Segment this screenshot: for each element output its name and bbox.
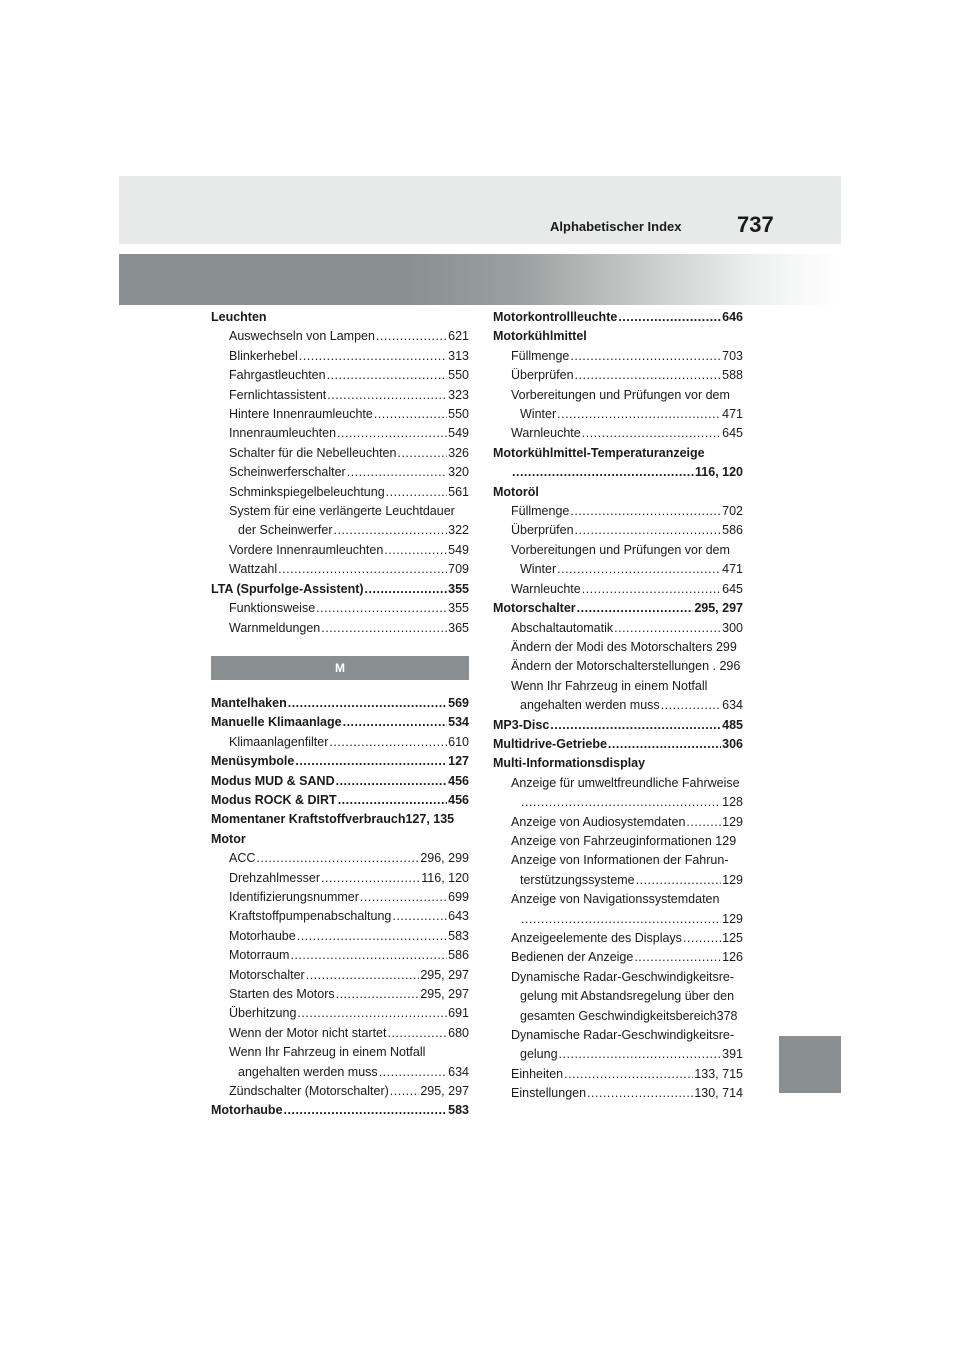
index-entry — [211, 946, 469, 965]
leader-dots — [634, 948, 721, 967]
index-text-line: gelung mit Abstandsregelung über den — [520, 989, 735, 1004]
leader-dots — [575, 521, 722, 540]
entry-label: der Scheinwerfer — [238, 523, 333, 538]
leader-dots — [564, 1065, 693, 1084]
entry-label: Fahrgastleuchten — [229, 368, 326, 383]
entry-label: Motorschalter — [229, 967, 305, 982]
entry-label: angehalten werden muss — [238, 1064, 378, 1079]
entry-label: Überprüfen — [511, 523, 574, 538]
leader-dots — [521, 910, 721, 929]
leader-dots — [288, 694, 447, 713]
index-text-line: Anzeige von Fahrzeuginformationen 129 — [511, 833, 737, 848]
leader-dots — [365, 580, 448, 599]
leader-dots — [384, 541, 447, 560]
entry-page: 534 — [448, 715, 469, 730]
leader-dots — [618, 308, 721, 327]
entry-page: 709 — [448, 562, 469, 577]
entry-label: Drehzahlmesser — [229, 870, 321, 885]
entry-label: terstützungssysteme — [520, 872, 635, 887]
index-entry — [211, 791, 469, 810]
index-entry — [211, 347, 469, 366]
leader-dots — [256, 849, 419, 868]
entry-page: 320 — [448, 465, 469, 480]
index-text-line: Anzeige von Informationen der Fahrun- — [511, 853, 729, 868]
index-heading: Leuchten — [211, 310, 267, 324]
page-number: 737 — [737, 212, 774, 237]
leader-dots — [521, 793, 721, 812]
entry-page: 691 — [448, 1006, 469, 1021]
index-entry — [493, 910, 743, 929]
leader-dots — [559, 1045, 722, 1064]
index-text-line: Anzeige für umweltfreundliche Fahrweise — [511, 775, 740, 790]
leader-dots — [376, 327, 447, 346]
entry-page: 646 — [722, 310, 743, 324]
index-entry — [493, 366, 743, 385]
index-text-line: Dynamische Radar-Geschwindigkeitsre- — [511, 969, 734, 984]
entry-label: Warnleuchte — [511, 426, 581, 441]
index-entry — [211, 733, 469, 752]
index-heading: Motorkühlmittel — [493, 329, 587, 344]
index-entry — [211, 888, 469, 907]
index-text-line: Anzeige von Navigationssystemdaten — [511, 892, 720, 907]
entry-label: Warnleuchte — [511, 581, 581, 596]
leader-dots — [290, 946, 447, 965]
entry-label: gelung — [520, 1047, 558, 1062]
entry-label: Fernlichtassistent — [229, 387, 327, 402]
entry-page: 583 — [448, 928, 469, 943]
index-entry — [211, 694, 469, 713]
index-entry — [493, 521, 743, 540]
entry-label: Motorraum — [229, 948, 290, 963]
index-entry — [211, 619, 469, 638]
entry-label: Multidrive-Getriebe — [493, 736, 607, 751]
index-heading: Motorkühlmittel-Temperaturanzeige — [493, 445, 705, 460]
leader-dots — [321, 869, 420, 888]
leader-dots — [587, 1084, 693, 1103]
index-entry — [493, 1084, 743, 1103]
index-entry — [493, 1045, 743, 1064]
entry-label: Füllmenge — [511, 504, 570, 519]
entry-label: Bedienen der Anzeige — [511, 950, 634, 965]
entry-page: 391 — [722, 1047, 743, 1062]
entry-page: 586 — [448, 948, 469, 963]
entry-page: 300 — [722, 620, 743, 635]
entry-label: Motorhaube — [229, 928, 296, 943]
entry-label: Mantelhaken — [211, 695, 287, 710]
chapter-tab — [779, 1036, 841, 1093]
entry-page: 306 — [722, 736, 743, 751]
entry-page: 471 — [722, 562, 743, 577]
entry-page: 634 — [722, 698, 743, 713]
entry-label: Modus MUD & SAND — [211, 773, 335, 788]
leader-dots — [327, 366, 448, 385]
index-entry — [493, 716, 743, 735]
index-entry — [211, 713, 469, 732]
index-entry — [211, 386, 469, 405]
entry-label: Schminkspiegelbeleuchtung — [229, 484, 385, 499]
entry-page: 588 — [722, 368, 743, 383]
index-entry — [211, 1101, 469, 1120]
index-entry — [493, 619, 743, 638]
index-entry — [493, 871, 743, 890]
entry-page: 295, 297 — [420, 967, 469, 982]
entry-page: 129 — [722, 872, 743, 887]
decorative-gradient-bar — [119, 254, 841, 305]
index-entry — [493, 948, 743, 967]
entry-page: 549 — [448, 542, 469, 557]
entry-page: 549 — [448, 426, 469, 441]
leader-dots — [392, 907, 447, 926]
index-text-line: Ändern der Modi des Motorschalters 299 — [511, 639, 737, 654]
leader-dots — [284, 1101, 448, 1120]
index-entry — [493, 502, 743, 521]
index-entry — [211, 521, 469, 540]
index-entry — [211, 927, 469, 946]
leader-dots — [278, 560, 447, 579]
index-entry — [211, 483, 469, 502]
entry-page: 550 — [448, 407, 469, 422]
index-entry — [211, 405, 469, 424]
index-heading: Motoröl — [493, 484, 539, 499]
entry-page: 295, 297 — [420, 1084, 469, 1099]
entry-label: Einheiten — [511, 1066, 564, 1081]
index-entry — [493, 308, 743, 327]
entry-page: 295, 297 — [694, 601, 743, 616]
leader-dots — [295, 752, 447, 771]
entry-page: 128 — [722, 795, 743, 810]
entry-label: Kraftstoffpumpenabschaltung — [229, 909, 392, 924]
index-column-right — [493, 308, 743, 1104]
index-entry — [493, 813, 743, 832]
leader-dots — [557, 405, 721, 424]
leader-dots — [336, 772, 448, 791]
page-title: Alphabetischer Index — [550, 219, 682, 234]
entry-page: 485 — [722, 717, 743, 732]
leader-dots — [570, 502, 721, 521]
entry-label: Warnmeldungen — [229, 620, 321, 635]
entry-page: 127 — [448, 754, 469, 769]
entry-label: Auswechseln von Lampen — [229, 329, 375, 344]
entry-page: 703 — [722, 348, 743, 363]
leader-dots — [512, 463, 694, 482]
index-entry — [493, 424, 743, 443]
index-text-line: Wenn Ihr Fahrzeug in einem Notfall — [511, 678, 708, 693]
entry-page: 355 — [448, 601, 469, 616]
entry-page: 133, 715 — [694, 1066, 743, 1081]
entry-label: Abschaltautomatik — [511, 620, 614, 635]
index-entry — [493, 1065, 743, 1084]
leader-dots — [550, 716, 721, 735]
entry-label: angehalten werden muss — [520, 698, 660, 713]
leader-dots — [360, 888, 447, 907]
section-letter-bar: M — [211, 656, 469, 680]
leader-dots — [336, 985, 420, 1004]
leader-dots — [329, 733, 447, 752]
entry-label: Starten des Motors — [229, 987, 335, 1001]
leader-dots — [379, 1063, 447, 1082]
entry-page: 645 — [722, 426, 743, 441]
index-entry — [211, 424, 469, 443]
leader-dots — [297, 1004, 447, 1023]
entry-page: 129 — [722, 911, 743, 926]
index-entry — [493, 463, 743, 482]
index-text-line: System für eine verlängerte Leuchtdauer — [229, 504, 455, 519]
entry-label: Winter — [520, 407, 557, 422]
index-entry — [493, 696, 743, 715]
index-entry — [211, 444, 469, 463]
index-entry — [493, 580, 743, 599]
index-entry — [211, 1004, 469, 1023]
entry-page: 634 — [448, 1064, 469, 1079]
index-entry — [211, 463, 469, 482]
leader-dots — [686, 813, 721, 832]
leader-dots — [306, 966, 420, 985]
entry-label: Schalter für die Nebelleuchten — [229, 445, 397, 460]
leader-dots — [577, 599, 694, 618]
leader-dots — [636, 871, 722, 890]
entry-page: 116, 120 — [421, 870, 469, 885]
index-text-line: gesamten Geschwindigkeitsbereich378 — [520, 1008, 738, 1023]
entry-page: 702 — [722, 504, 743, 519]
entry-label: Überprüfen — [511, 368, 574, 383]
index-entry — [211, 1082, 469, 1101]
entry-label: Anzeige von Audiosystemdaten — [511, 814, 686, 829]
entry-page: 645 — [722, 581, 743, 596]
entry-page: 680 — [448, 1025, 469, 1040]
entry-label: Identifizierungsnummer — [229, 889, 359, 904]
leader-dots — [570, 347, 721, 366]
entry-label: Scheinwerferschalter — [229, 465, 346, 480]
entry-page: 550 — [448, 368, 469, 383]
entry-page: 365 — [448, 620, 469, 635]
entry-page: 583 — [448, 1103, 469, 1118]
index-text-line: Momentaner Kraftstoffverbrauch127, 135 — [211, 812, 455, 827]
index-entry — [211, 1063, 469, 1082]
entry-page: 323 — [448, 387, 469, 402]
leader-dots — [390, 1082, 420, 1101]
leader-dots — [582, 424, 721, 443]
entry-label: Winter — [520, 562, 557, 577]
index-heading: Multi-Informationsdisplay — [493, 756, 646, 771]
index-entry — [493, 405, 743, 424]
index-entry — [211, 772, 469, 791]
index-entry — [211, 752, 469, 771]
entry-page: 129 — [722, 814, 743, 829]
leader-dots — [608, 735, 721, 754]
index-entry — [211, 327, 469, 346]
entry-label: Motorhaube — [211, 1103, 283, 1118]
entry-label: Modus ROCK & DIRT — [211, 792, 337, 807]
index-entry — [493, 599, 743, 618]
leader-dots — [343, 713, 448, 732]
entry-label: Füllmenge — [511, 348, 570, 363]
index-column-left — [211, 308, 469, 1121]
entry-page: 561 — [448, 484, 469, 499]
entry-page: 355 — [448, 581, 469, 596]
index-entry — [211, 869, 469, 888]
leader-dots — [347, 463, 447, 482]
entry-label: Einstellungen — [511, 1086, 587, 1101]
entry-label: Manuelle Klimaanlage — [211, 715, 342, 730]
entry-page: 471 — [722, 407, 743, 422]
index-entry — [211, 1024, 469, 1043]
entry-label: Hintere Innenraumleuchte — [229, 407, 373, 422]
index-entry — [211, 599, 469, 618]
leader-dots — [316, 599, 447, 618]
index-text-line: Vorbereitungen und Prüfungen vor dem — [511, 387, 730, 402]
entry-page: 296, 299 — [420, 851, 469, 866]
entry-page: 295, 297 — [420, 987, 469, 1001]
entry-label: ACC — [229, 851, 256, 866]
index-entry — [493, 929, 743, 948]
leader-dots — [299, 347, 447, 366]
entry-page: 130, 714 — [694, 1086, 743, 1101]
index-entry — [211, 580, 469, 599]
index-entry — [211, 907, 469, 926]
leader-dots — [661, 696, 721, 715]
index-entry — [211, 366, 469, 385]
leader-dots — [387, 1024, 447, 1043]
entry-label: Innenraumleuchten — [229, 426, 337, 441]
leader-dots — [683, 929, 721, 948]
entry-label: Motorschalter — [493, 601, 576, 616]
entry-label: Motorkontrollleuchte — [493, 310, 618, 324]
index-text-line: Dynamische Radar-Geschwindigkeitsre- — [511, 1028, 734, 1043]
leader-dots — [337, 424, 447, 443]
index-entry — [211, 966, 469, 985]
entry-label: Blinkerhebel — [229, 348, 298, 363]
index-entry — [493, 560, 743, 579]
index-entry — [493, 735, 743, 754]
index-entry — [211, 541, 469, 560]
leader-dots — [582, 580, 721, 599]
entry-label: Funktionsweise — [229, 601, 316, 616]
entry-page: 621 — [448, 329, 469, 344]
entry-page: 326 — [448, 445, 469, 460]
index-entry — [493, 793, 743, 812]
entry-page: 125 — [722, 931, 743, 945]
leader-dots — [297, 927, 447, 946]
leader-dots — [397, 444, 447, 463]
entry-label: Zündschalter (Motorschalter) — [229, 1084, 389, 1099]
entry-page: 586 — [722, 523, 743, 538]
entry-label: Überhitzung — [229, 1006, 297, 1021]
leader-dots — [334, 521, 448, 540]
header-band — [119, 176, 841, 244]
entry-page: 569 — [448, 695, 469, 710]
entry-label: Vordere Innenraumleuchten — [229, 542, 384, 557]
leader-dots — [386, 483, 447, 502]
leader-dots — [321, 619, 447, 638]
entry-page: 456 — [448, 773, 469, 788]
entry-label: LTA (Spurfolge-Assistent) — [211, 581, 364, 596]
entry-page: 322 — [448, 523, 469, 538]
leader-dots — [327, 386, 447, 405]
index-entry — [211, 985, 469, 1004]
index-entry — [211, 849, 469, 868]
entry-page: 126 — [722, 950, 743, 965]
entry-label: MP3-Disc — [493, 717, 550, 732]
index-entry — [493, 347, 743, 366]
entry-page: 610 — [448, 734, 469, 749]
entry-page: 699 — [448, 889, 469, 904]
entry-label: Klimaanlagenfilter — [229, 734, 329, 749]
leader-dots — [374, 405, 447, 424]
leader-dots — [614, 619, 721, 638]
index-entry — [211, 560, 469, 579]
leader-dots — [338, 791, 447, 810]
index-heading: Motor — [211, 831, 246, 846]
leader-dots — [575, 366, 722, 385]
index-text-line: Wenn Ihr Fahrzeug in einem Notfall — [229, 1045, 426, 1060]
leader-dots — [557, 560, 721, 579]
entry-page: 643 — [448, 909, 469, 924]
entry-label: Anzeigeelemente des Displays — [511, 931, 682, 945]
index-text-line: Ändern der Motorschalterstellungen . 296 — [511, 659, 741, 674]
entry-page: 313 — [448, 348, 469, 363]
entry-label: Wattzahl — [229, 562, 278, 577]
entry-page: 456 — [448, 792, 469, 807]
index-text-line: Vorbereitungen und Prüfungen vor dem — [511, 542, 730, 557]
entry-label: Wenn der Motor nicht startet — [229, 1025, 387, 1040]
entry-page: 116, 120 — [695, 465, 743, 480]
entry-label: Menüsymbole — [211, 754, 295, 769]
